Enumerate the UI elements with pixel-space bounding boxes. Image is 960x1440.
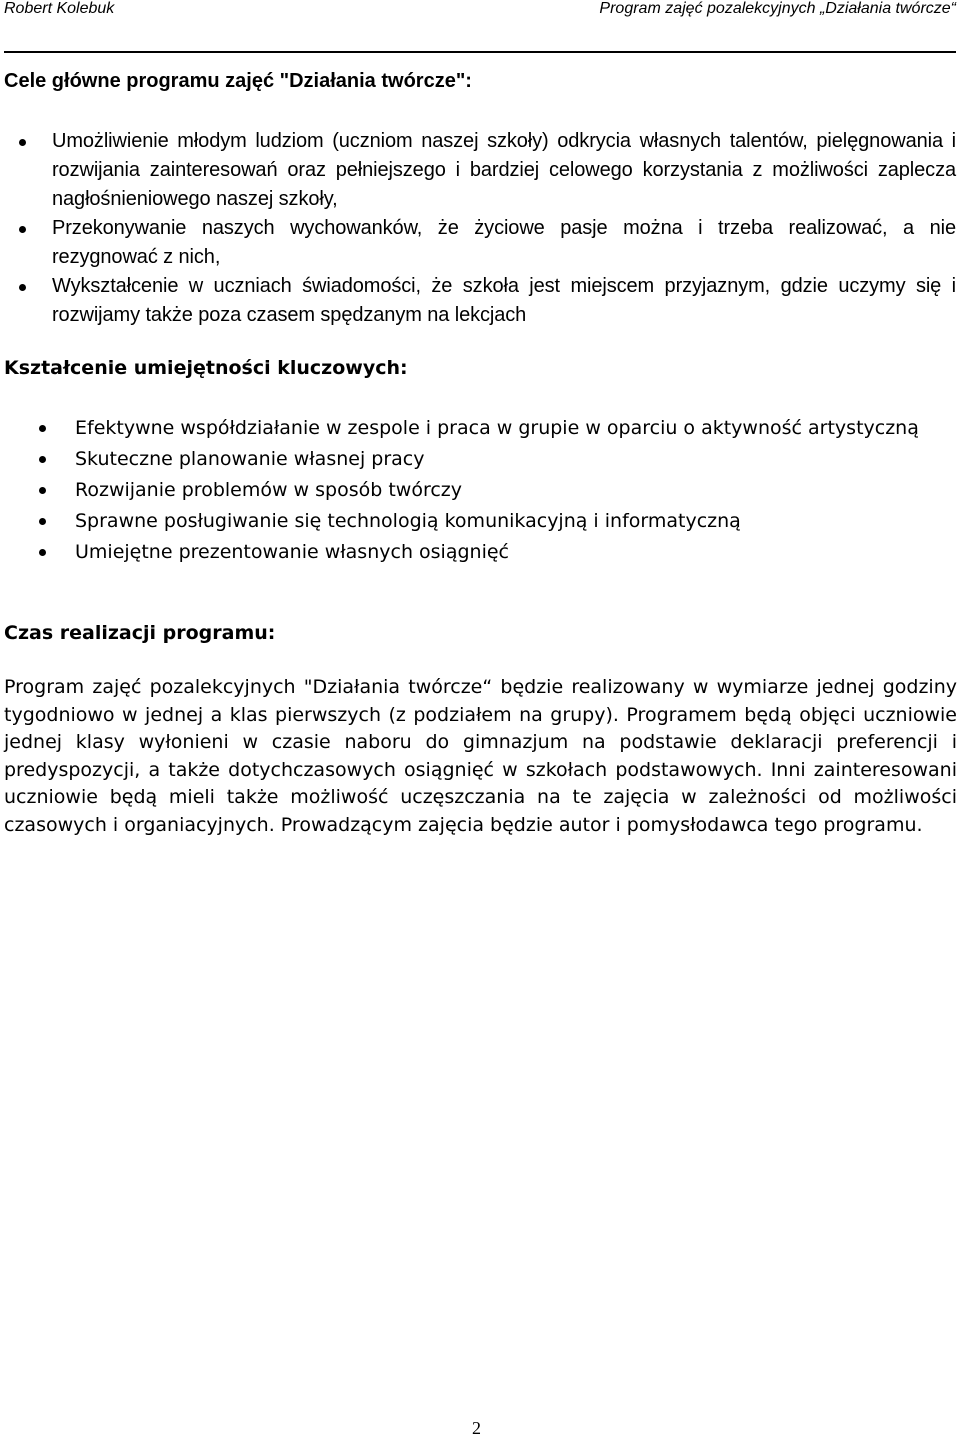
skills-list	[0, 413, 960, 568]
header-doc-title: Program zajęć pozalekcyjnych „Działania twórcze“	[599, 0, 956, 17]
header-author: Robert Kolebuk	[4, 0, 115, 17]
list-item	[0, 475, 957, 506]
list-item-text: Skuteczne planowanie własnej pracy	[75, 448, 425, 470]
bullet-icon	[39, 549, 46, 556]
bullet-icon	[39, 456, 46, 463]
bullet-icon	[39, 425, 46, 432]
section-heading-schedule: Czas realizacji programu:	[4, 622, 276, 644]
list-item	[0, 413, 957, 444]
list-item	[0, 444, 957, 475]
list-item	[0, 214, 956, 272]
list-item	[0, 272, 956, 330]
list-item	[0, 506, 957, 537]
list-item-text: Umożliwienie młodym ludziom (uczniom naszej szkoły) odkrycia własnych talentów, pielęgnowania i rozwijania zainteresowań oraz pełniejszego i bardziej celowego korzystania z możliwości zaplecza nagłośnieniowego naszej szkoły,	[52, 130, 956, 210]
goals-list	[0, 127, 960, 330]
section-heading-skills: Kształcenie umiejętności kluczowych:	[4, 357, 408, 379]
section-heading-goals: Cele główne programu zajęć "Działania twórcze":	[4, 70, 472, 92]
list-item-text: Efektywne współdziałanie w zespole i praca w grupie w oparciu o aktywność artystyczną	[75, 417, 919, 439]
list-item-text: Sprawne posługiwanie się technologią komunikacyjną i informatyczną	[75, 510, 741, 532]
page-number: 2	[472, 1418, 481, 1438]
schedule-paragraph: Program zajęć pozalekcyjnych "Działania twórcze“ będzie realizowany w wymiarze jednej godziny tygodniowo w jednej a klas pierwszych (z podziałem na grupy). Programem będą objęci uczniowie jednej klasy wyłonieni w czasie naboru do gimnazjum na podstawie deklaracji preferencji i predyspozycji, a także dotychczasowych osiągnięć w szkołach podstawowych. Inni zainteresowani uczniowie będą mieli także możliwość uczęszczania na te zajęcia w zależności od możliwości czasowych i organiacyjnych. Prowadzącym zajęcia będzie autor i pomysłodawca tego programu.	[4, 676, 957, 836]
list-item-text: Wykształcenie w uczniach świadomości, że szkoła jest miejscem przyjaznym, gdzie uczymy się i rozwijamy także poza czasem spędzanym na lekcjach	[52, 275, 956, 326]
bullet-icon	[19, 226, 26, 233]
list-item-text: Umiejętne prezentowanie własnych osiągnięć	[75, 541, 509, 563]
list-item	[0, 127, 956, 214]
page-header	[4, 0, 956, 34]
bullet-icon	[19, 284, 26, 291]
bullet-icon	[19, 139, 26, 146]
bullet-icon	[39, 518, 46, 525]
list-item-text: Rozwijanie problemów w sposób twórczy	[75, 479, 463, 501]
list-item	[0, 537, 957, 568]
list-item-text: Przekonywanie naszych wychowanków, że życiowe pasje można i trzeba realizować, a nie rezygnować z nich,	[52, 217, 956, 268]
header-divider	[4, 51, 956, 53]
bullet-icon	[39, 487, 46, 494]
